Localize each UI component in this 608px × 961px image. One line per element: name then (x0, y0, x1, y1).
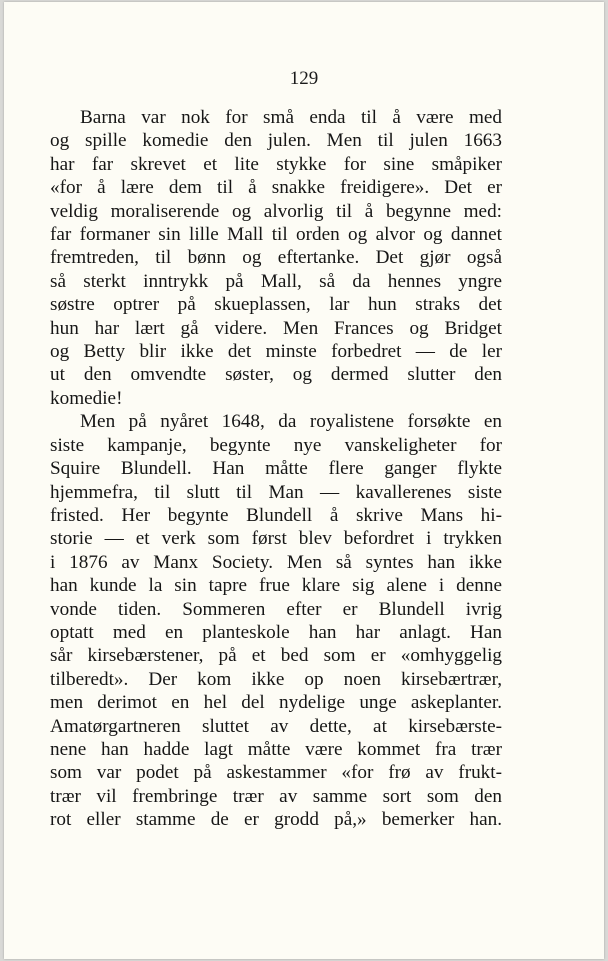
text-line: sår kirsebærstener, på et bed som er «omhyggelig (50, 645, 502, 667)
text-line: «for å lære dem til å snakke freidigere». Det er (50, 177, 502, 199)
page-number: 129 (289, 68, 319, 89)
text-line: vonde tiden. Sommeren efter er Blundell ivrig (50, 598, 502, 620)
text-line: som var podet på askestammer «for frø av frukt- (50, 762, 502, 784)
text-line: hun har lært gå videre. Men Frances og Bridget (50, 317, 502, 339)
text-line: og Betty blir ikke det minste forbedret — de ler (50, 341, 502, 363)
text-line: søstre optrer på skueplassen, lar hun straks det (50, 294, 502, 316)
text-line: fremtreden, til bønn og eftertanke. Det gjør også (50, 247, 502, 269)
text-line: far formaner sin lille Mall til orden og alvor og dannet (50, 224, 502, 246)
text-line: nene han hadde lagt måtte være kommet fra trær (50, 738, 502, 760)
text-line: men derimot en hel del nydelige unge askeplanter. (50, 692, 502, 714)
text-line: hjemmefra, til slutt til Man — kavallerenes siste (50, 481, 502, 503)
text-line: i 1876 av Manx Society. Men så syntes han ikke (50, 551, 502, 573)
text-line: rot eller stamme de er grodd på,» bemerker han. (50, 809, 502, 831)
text-line: trær vil frembringe trær av samme sort som den (50, 785, 502, 807)
text-line: veldig moraliserende og alvorlig til å begynne med: (50, 200, 502, 222)
body-text (50, 106, 502, 832)
text-line: han kunde la sin tapre frue klare sig alene i denne (50, 575, 502, 597)
text-line: Men på nyåret 1648, da royalistene forsøkte en (80, 411, 502, 433)
text-line: storie — et verk som først blev befordret i trykken (50, 528, 502, 550)
text-line: så sterkt inntrykk på Mall, så da hennes yngre (50, 270, 502, 292)
book-page (4, 2, 604, 959)
text-line: optatt med en planteskole han har anlagt. Han (50, 621, 502, 643)
text-line: Amatørgartneren sluttet av dette, at kirsebærste- (50, 715, 502, 737)
text-line: Squire Blundell. Han måtte flere ganger flykte (50, 458, 502, 480)
text-line: ut den omvendte søster, og dermed slutter den (50, 364, 502, 386)
text-line: og spille komedie den julen. Men til julen 1663 (50, 130, 502, 152)
text-line: fristed. Her begynte Blundell å skrive Mans hi- (50, 504, 502, 526)
text-line: har far skrevet et lite stykke for sine småpiker (50, 153, 502, 175)
text-line: Barna var nok for små enda til å være med (80, 107, 502, 128)
text-line: siste kampanje, begynte nye vanskeligheter for (50, 434, 502, 456)
text-line: komedie! (50, 387, 123, 409)
text-line: tilberedt». Der kom ikke op noen kirsebærtrær, (50, 668, 502, 690)
